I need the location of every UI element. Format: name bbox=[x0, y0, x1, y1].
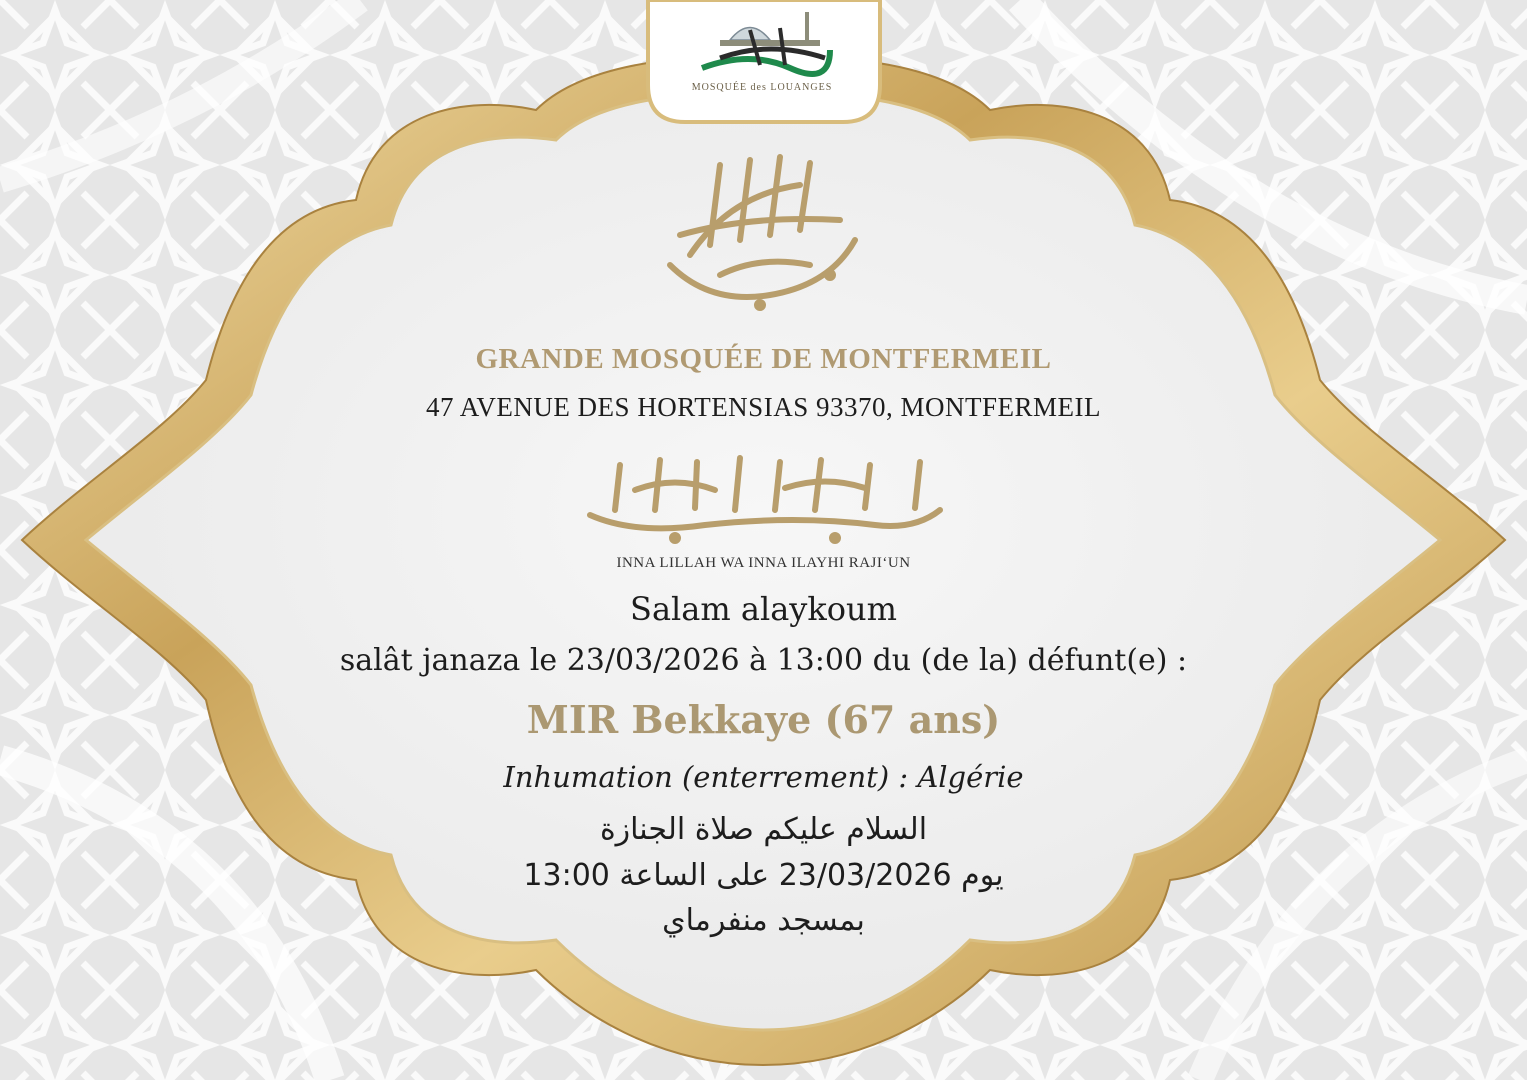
greeting: Salam alaykoum bbox=[630, 590, 897, 628]
arabic-location: بمسجد منفرماي bbox=[662, 903, 865, 938]
transliteration: INNA LILLAH WA INNA ILAYHI RAJI‘UN bbox=[616, 555, 911, 571]
arabic-date-time: يوم 23/03/2026 على الساعة 13:00 bbox=[523, 858, 1004, 893]
deceased-name: MIR Bekkaye (67 ans) bbox=[526, 697, 1001, 742]
logo-caption: MOSQUÉE des LOUANGES bbox=[691, 82, 833, 93]
mosque-name: GRANDE MOSQUÉE DE MONTFERMEIL bbox=[475, 343, 1052, 375]
inna-lillah-calligraphy bbox=[575, 450, 955, 545]
mosque-address: 47 AVENUE DES HORTENSIAS 93370, MONTFERMEIL bbox=[426, 392, 1101, 422]
arabic-greeting: السلام عليكم صلاة الجنازة bbox=[599, 812, 928, 847]
bismillah-calligraphy bbox=[650, 145, 870, 315]
mosque-dome-calligraphy-logo bbox=[690, 10, 840, 85]
burial-location: Inhumation (enterrement) : Algérie bbox=[503, 760, 1024, 794]
janaza-details: salât janaza le 23/03/2026 à 13:00 du (de la) défunt(e) : bbox=[339, 643, 1188, 678]
